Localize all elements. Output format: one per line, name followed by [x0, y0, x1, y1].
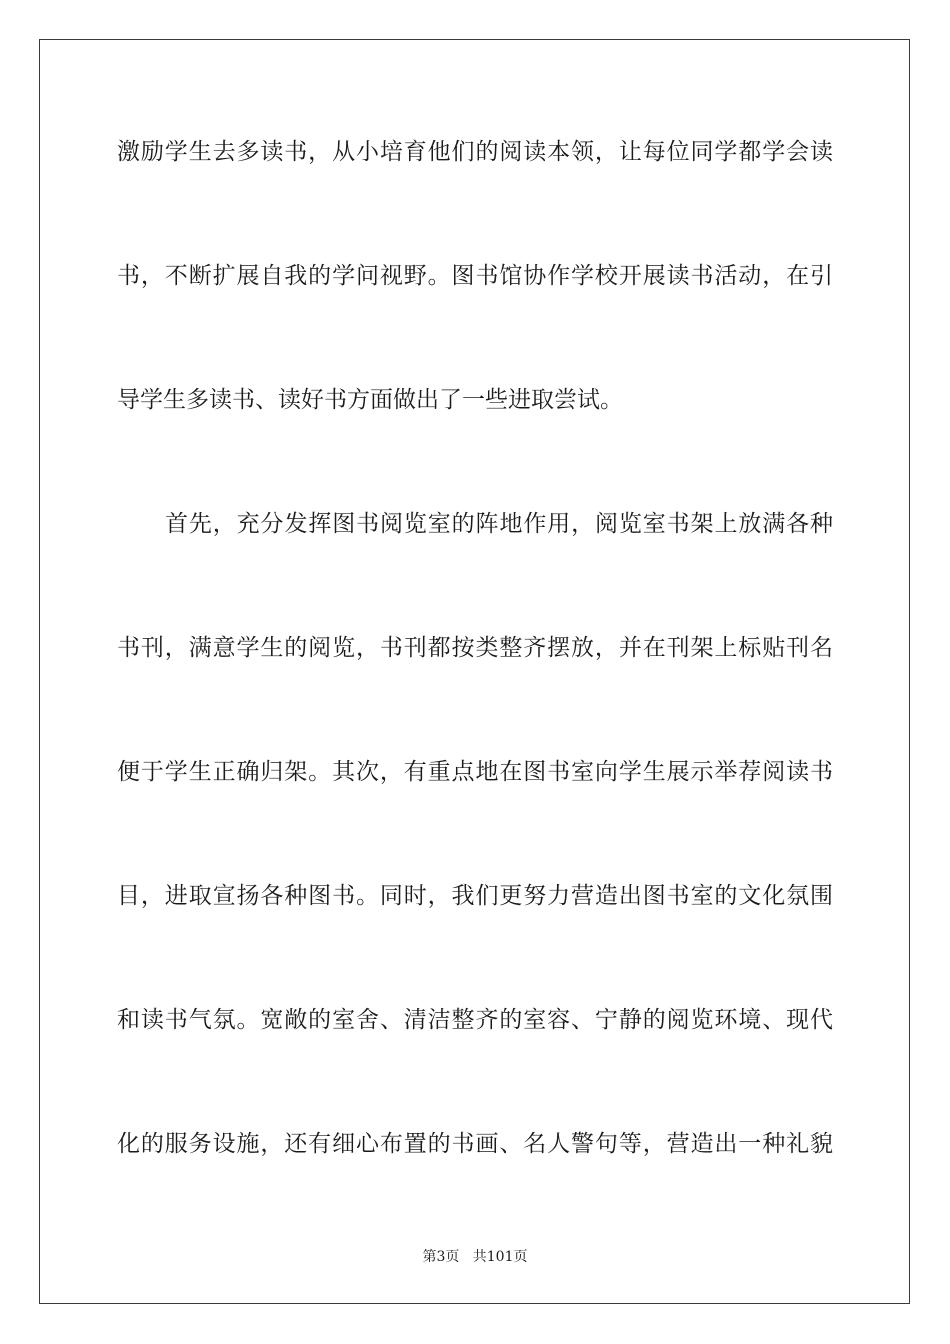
paragraph-line: 和读书气氛。宽敞的室舍、清洁整齐的室容、宁静的阅览环境、现代: [117, 1007, 833, 1033]
paragraph-line: 便于学生正确归架。其次，有重点地在图书室向学生展示举荐阅读书: [117, 759, 833, 785]
paragraph-line: 目，进取宣扬各种图书。同时，我们更努力营造出图书室的文化氛围: [117, 883, 833, 909]
paragraph-line: 书刊，满意学生的阅览，书刊都按类整齐摆放，并在刊架上标贴刊名: [117, 635, 833, 661]
page-total: 共101页: [472, 1249, 528, 1265]
page-footer: [0, 1246, 950, 1266]
paragraph-line: 化的服务设施，还有细心布置的书画、名人警句等，营造出一种礼貌: [117, 1131, 833, 1157]
paragraph-line: 激励学生去多读书，从小培育他们的阅读本领，让每位同学都学会读: [117, 139, 833, 165]
paragraph-line: 导学生多读书、读好书方面做出了一些进取尝试。: [117, 387, 623, 413]
page-border: [39, 39, 910, 1304]
page-number: 第3页: [422, 1249, 460, 1265]
paragraph-line: 首先，充分发挥图书阅览室的阵地作用，阅览室书架上放满各种: [165, 511, 833, 537]
paragraph-line: 书，不断扩展自我的学问视野。图书馆协作学校开展读书活动，在引: [117, 263, 833, 289]
